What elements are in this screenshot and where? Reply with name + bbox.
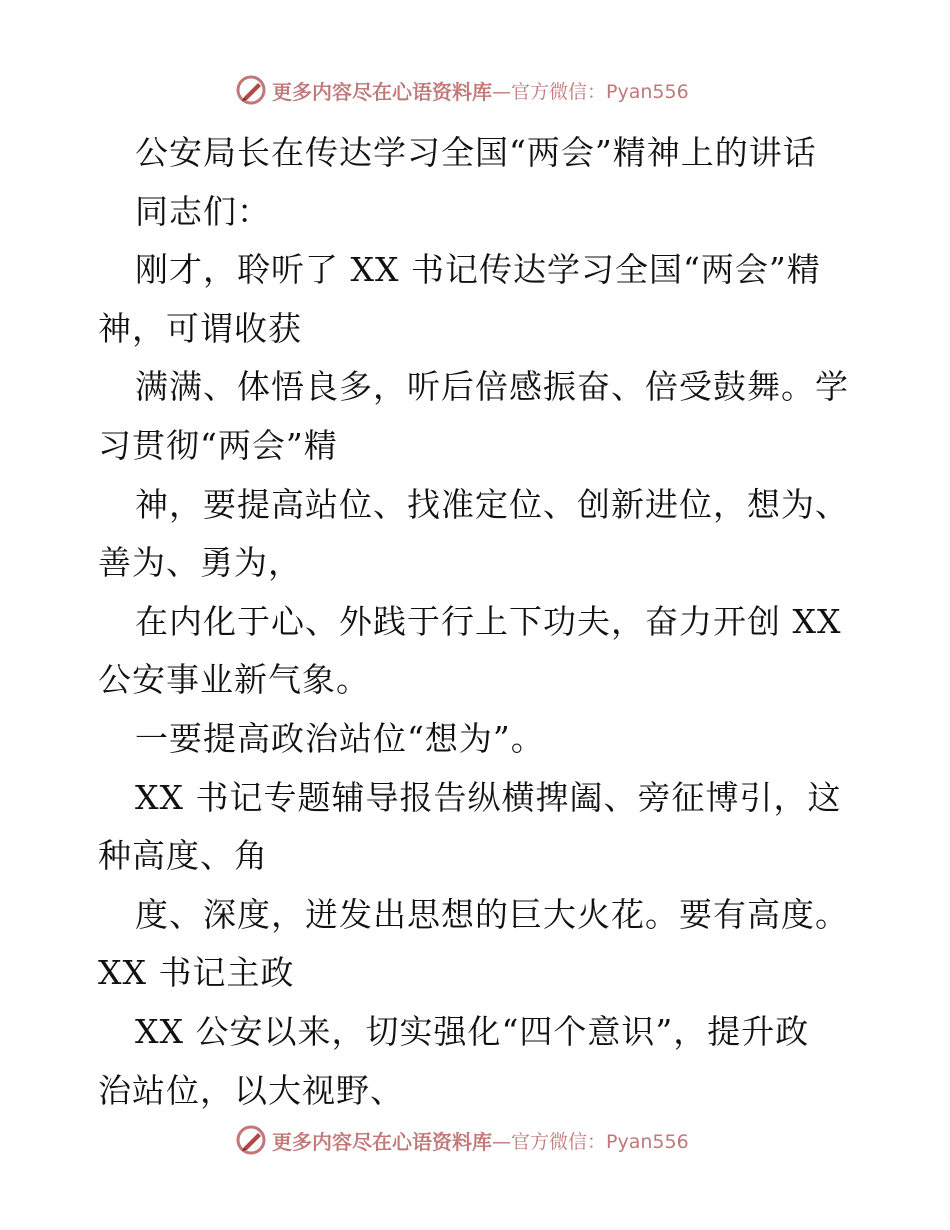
banner-sub-text: —官方微信：Pyan556 (492, 80, 689, 103)
paragraph-line: 度、深度，迸发出思想的巨大火花。要有高度。 (135, 894, 849, 934)
paragraph-line: 神，要提高站位、找准定位、创新进位，想为、 (135, 484, 849, 524)
pen-logo-icon (234, 1123, 268, 1157)
document-title: 公安局长在传达学习全国“两会”精神上的讲话 (135, 133, 817, 172)
banner-main-text: 更多内容尽在心语资料库 (272, 79, 492, 104)
paragraph-line: XX 书记主政 (98, 953, 295, 993)
header-banner (234, 73, 689, 107)
section-heading: 一要提高政治站位“想为”。 (135, 718, 545, 758)
paragraph-line: 习贯彻“两会”精 (98, 425, 338, 465)
salutation: 同志们： (135, 191, 271, 231)
paragraph-line: 刚才，聆听了 XX 书记传达学习全国“两会”精 (135, 250, 821, 290)
pen-logo-icon (234, 73, 268, 107)
paragraph-line: 治站位，以大视野、 (98, 1070, 404, 1110)
paragraph-line: 在内化于心、外践于行上下功夫，奋力开创 XX (135, 601, 842, 641)
paragraph-line: XX 书记专题辅导报告纵横捭阖、旁征博引，这 (135, 777, 842, 817)
paragraph-line: 种高度、角 (98, 836, 268, 876)
paragraph-line: 神，可谓收获 (98, 308, 302, 348)
paragraph-line: XX 公安以来，切实强化“四个意识”，提升政 (135, 1011, 810, 1051)
paragraph-line: 善为、勇为， (98, 543, 302, 583)
paragraph-line: 满满、体悟良多，听后倍感振奋、倍受鼓舞。学 (135, 367, 849, 407)
banner-sub-text: —官方微信：Pyan556 (492, 1130, 689, 1153)
document-body (98, 124, 858, 1120)
paragraph-line: 公安事业新气象。 (98, 660, 370, 700)
footer-banner (234, 1123, 689, 1157)
banner-main-text: 更多内容尽在心语资料库 (272, 1129, 492, 1154)
